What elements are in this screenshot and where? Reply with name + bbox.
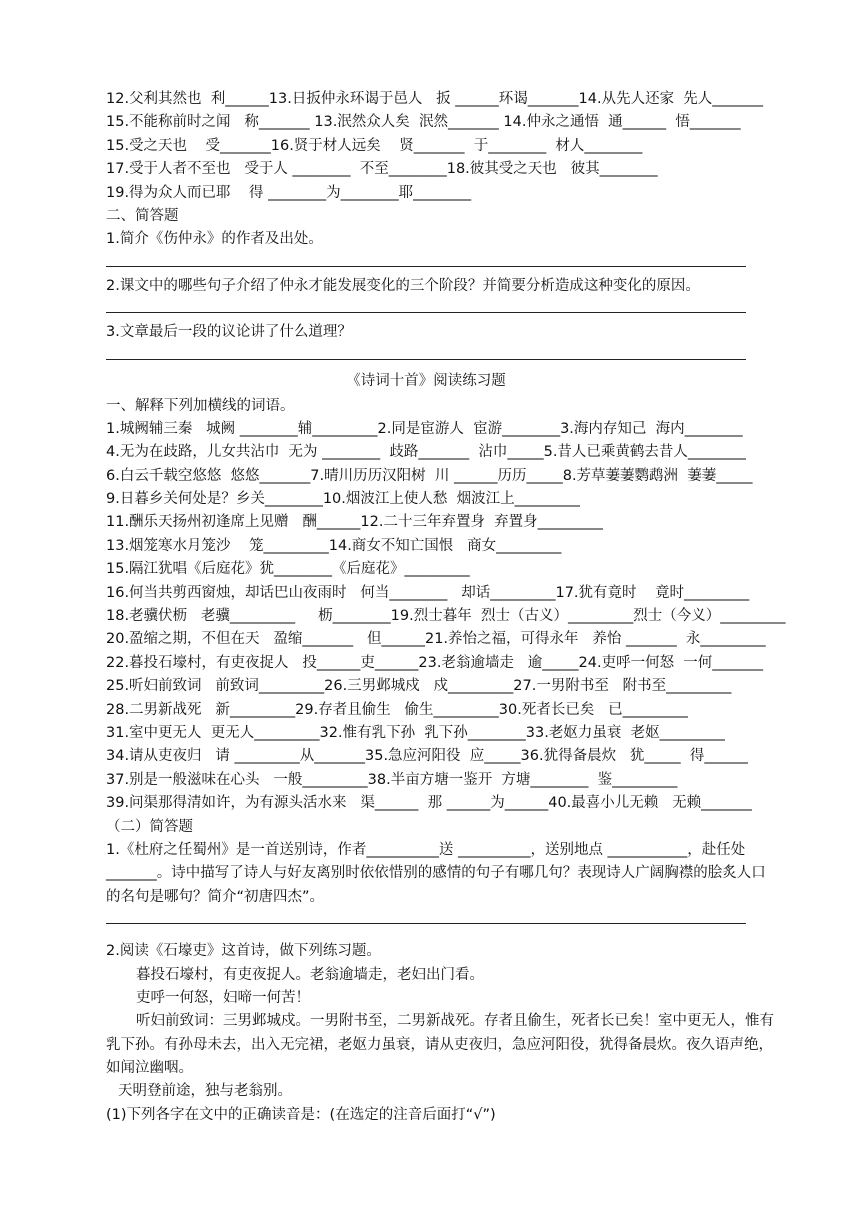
poem-line: 听妇前致词：三男邺城戍。一男附书至，二男新战死。存者且偷生，死者长已矣！室中更无人，惟有	[136, 1013, 774, 1030]
vocab-line: 15.不能称前时之闻 称_______ 13.泯然众人矣 泯然_______ 14.仲永之通悟 通______ 悟_______	[106, 114, 741, 131]
vocab-line: 16.何当共剪西窗烛，却话巴山夜雨时 何当________ 却话_________17.犹有竟时 竟时_________	[106, 584, 750, 601]
vocab-line: 6.白云千载空悠悠 悠悠_______7.晴川历历汉阳树 川 ______历历_____8.芳草萋萋鹦鹉洲 萋萋_____	[106, 467, 753, 484]
section-heading: 一、解释下列加横线的词语。	[106, 397, 295, 414]
question: 1.简介《伤仲永》的作者及出处。	[106, 231, 323, 248]
vocab-line: 31.室中更无人 更无人_________32.惟有乳下孙 乳下孙________33.老妪力虽衰 老妪_________	[106, 724, 725, 741]
vocab-line: 18.老骥伏枥 老骥_________ 枥________19.烈士暮年 烈士（古义）_________烈士（今义）_________	[106, 608, 786, 625]
poem-line: 乳下孙。有孙母未去，出入无完裙，老妪力虽衰，请从吏夜归，急应河阳役，犹得备晨炊。夜久语声绝，	[106, 1036, 773, 1053]
vocab-line: 25.听妇前致词 前致词_________26.三男邺城戍 戍_________27.一男附书至 附书至_________	[106, 678, 732, 695]
answer-line	[106, 252, 746, 267]
worksheet-content	[106, 88, 786, 1127]
vocab-line: 34.请从吏夜归 请 _________从_______35.急应河阳役 应_____36.犹得备晨炊 犹_____ 得______	[106, 748, 748, 765]
vocab-line: 15.受之天也 受_______16.贤于材人远矣 贤_______ 于________ 材人________	[106, 137, 643, 154]
vocab-line: 37.别是一般滋味在心头 一般_________38.半亩方塘一鉴开 方塘________ 鉴_________	[106, 771, 678, 788]
vocab-line: 19.得为众人而已耶 得 ________为________耶________	[106, 184, 472, 201]
vocab-line: 15.隔江犹唱《后庭花》犹________《后庭花》_________	[106, 561, 470, 578]
vocab-line: 20.盈缩之期，不但在天 盈缩_______ 但______21.养怡之福，可得永年 养怡 _______ 永_________	[106, 631, 766, 648]
answer-line	[106, 909, 746, 924]
poem-line: 天明登前途，独与老翁别。	[118, 1083, 292, 1100]
poem-line: 如闻泣幽咽。	[106, 1060, 193, 1077]
poem-line: 吏呼一何怒，妇啼一何苦！	[136, 989, 310, 1006]
vocab-line: 9.日暮乡关何处是？乡关________10.烟波江上使人愁 烟波江上_________	[106, 491, 580, 508]
answer-line	[106, 298, 746, 313]
question: 2.课文中的哪些句子介绍了仲永才能发展变化的三个阶段？并简要分析造成这种变化的原因。	[106, 277, 700, 294]
question: 3.文章最后一段的议论讲了什么道理？	[106, 324, 352, 341]
vocab-line: 1.城阙辅三秦 城阙 ________辅_________2.同是宦游人 宦游________3.海内存知己 海内________	[106, 420, 743, 437]
vocab-line: 4.无为在歧路，儿女共沾巾 无为 ________ 歧路_______ 沾巾_____5.昔人已乘黄鹤去昔人________	[106, 444, 746, 461]
question: (1)下列各字在文中的正确读音是：(在选定的注音后面打“√”)	[106, 1106, 496, 1123]
poem-line: 暮投石壕村，有吏夜捉人。老翁逾墙走，老妇出门看。	[136, 966, 484, 983]
vocab-line: 39.问渠那得清如许，为有源头活水来 渠______ 那 ______为______40.最喜小儿无赖 无赖_______	[106, 795, 752, 812]
section-heading: 二、简答题	[106, 207, 179, 224]
question: 2.阅读《石壕吏》这首诗，做下列练习题。	[106, 943, 381, 960]
section-title: 《诗词十首》阅读练习题	[346, 372, 506, 389]
vocab-line: 17.受于人者不至也 受于人 ________ 不至________18.彼其受之天也 彼其________	[106, 161, 658, 178]
vocab-line: 11.酬乐天扬州初逢席上见赠 酬______12.二十三年弃置身 弃置身_________	[106, 514, 603, 531]
question: 1.《杜府之任蜀州》是一首送别诗，作者__________送 __________，送别地点 ___________，赴任处	[106, 841, 746, 858]
answer-line	[106, 345, 746, 360]
question: _______。诗中描写了诗人与好友离别时依依惜别的感情的句子有哪几句？表现诗人广阔胸襟的脍炙人口	[106, 865, 766, 882]
vocab-line: 22.暮投石壕村，有吏夜捉人 投______吏______23.老翁逾墙走 逾_____24.吏呼一何怒 一何_______	[106, 654, 764, 671]
vocab-line: 28.二男新战死 新_________29.存者且偷生 偷生_________30.死者长已矣 已_________	[106, 701, 688, 718]
vocab-line: 12.父利其然也 利______13.日扳仲永环谒于邑人 扳 ______环谒_______14.从先人还家 先人_______	[106, 91, 764, 107]
section-heading: （二）简答题	[106, 818, 193, 835]
vocab-line: 13.烟笼寒水月笼沙 笼_________14.商女不知亡国恨 商女_________	[106, 537, 562, 554]
question: 的名句是哪句？简介“初唐四杰”。	[106, 888, 325, 905]
